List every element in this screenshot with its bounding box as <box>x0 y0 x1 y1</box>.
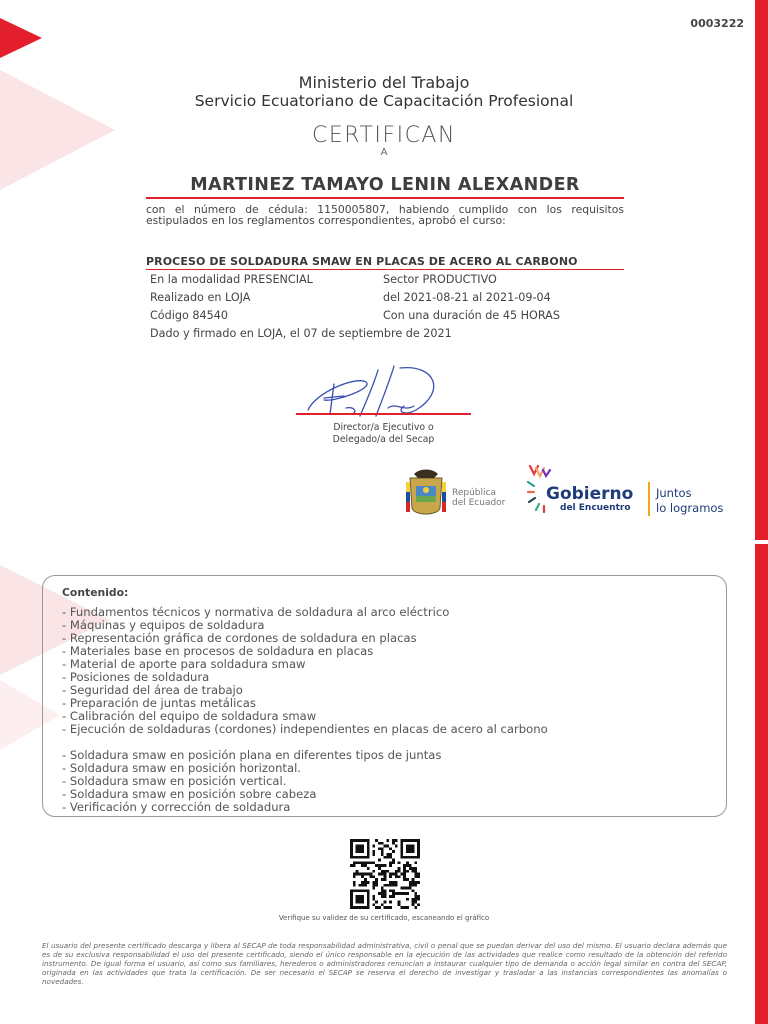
list-item: - Posiciones de soldadura <box>62 670 210 684</box>
list-item: - Preparación de juntas metálicas <box>62 696 256 710</box>
course-title: PROCESO DE SOLDADURA SMAW EN PLACAS DE ACERO AL CARBONO <box>146 255 578 268</box>
contenido-list-2 <box>62 749 441 814</box>
logo-divider <box>648 482 650 516</box>
signature-line <box>296 413 471 415</box>
list-item: - Seguridad del área de trabajo <box>62 683 243 697</box>
list-item: - Máquinas y equipos de soldadura <box>62 618 265 632</box>
duracion-text: Con una duración de 45 HORAS <box>383 309 560 322</box>
republica-line2: del Ecuador <box>452 497 506 508</box>
a-letter: A <box>380 147 388 158</box>
list-item: - Representación gráfica de cordones de soldadura en placas <box>62 631 417 645</box>
intro-text: con el número de cédula: 1150005807, habiendo cumplido con los requisitos estipulados en los reglamentos correspondientes, aprobó el curso: <box>146 203 624 227</box>
lugar-text: Realizado en LOJA <box>150 291 251 304</box>
list-item: - Material de aporte para soldadura smaw <box>62 657 306 671</box>
list-item: - Soldadura smaw en posición vertical. <box>62 774 287 788</box>
codigo-text: Código 84540 <box>150 309 228 322</box>
republica-line1: República <box>452 488 496 498</box>
contenido-heading: Contenido: <box>62 586 129 599</box>
dado-text: Dado y firmado en LOJA, el 07 de septiembre de 2021 <box>150 327 452 340</box>
list-item: - Fundamentos técnicos y normativa de soldadura al arco eléctrico <box>62 605 450 619</box>
list-item: - Soldadura smaw en posición plana en diferentes tipos de juntas <box>62 748 442 762</box>
republica-text <box>452 489 505 508</box>
signature-role-line1: Director/a Ejecutivo o <box>333 422 434 433</box>
course-underline <box>146 269 624 270</box>
fechas-text: del 2021-08-21 al 2021-09-04 <box>383 291 551 304</box>
ministry-title: Ministerio del Trabajo <box>298 73 470 92</box>
modalidad-text: En la modalidad PRESENCIAL <box>150 273 313 286</box>
certifican-heading: CERTIFICAN <box>312 123 456 148</box>
service-title: Servicio Ecuatoriano de Capacitación Profesional <box>194 92 574 110</box>
name-underline <box>146 197 624 199</box>
list-item: - Verificación y corrección de soldadura <box>62 800 291 814</box>
qr-code-icon[interactable] <box>350 839 420 909</box>
lo-logramos-text: lo logramos <box>656 501 724 515</box>
contenido-list-1 <box>62 606 548 736</box>
juntos-text: Juntos <box>656 486 692 500</box>
list-item: - Calibración del equipo de soldadura smaw <box>62 709 317 723</box>
logos-area <box>404 464 744 524</box>
list-item: - Ejecución de soldaduras (cordones) independientes en placas de acero al carbono <box>62 722 548 736</box>
sector-text: Sector PRODUCTIVO <box>383 273 497 286</box>
ecuador-coat-of-arms-icon <box>404 468 448 524</box>
serial-number: 0003222 <box>690 17 744 30</box>
list-item: - Materiales base en procesos de soldadura en placas <box>62 644 374 658</box>
del-encuentro-text: del Encuentro <box>560 503 631 513</box>
list-item: - Soldadura smaw en posición horizontal. <box>62 761 301 775</box>
signature-role-line2: Delegado/a del Secap <box>332 434 435 445</box>
list-item: - Soldadura smaw en posición sobre cabeza <box>62 787 317 801</box>
recipient-name: MARTINEZ TAMAYO LENIN ALEXANDER <box>190 175 580 195</box>
qr-caption: Verifique su validez de su certificado, escaneando el gráfico <box>278 914 490 922</box>
disclaimer-text: El usuario del presente certificado descarga y libera al SECAP de toda responsabilidad administrativa, civil o penal que se puedan derivar del uso del mismo. El usuario declara además que es de su exclusiva responsabilidad el uso del presente certificado, siendo el único responsable en la ejecución de las actividades que realice como resultado de la obtención del referido instrumento. De igual forma el usuario, así como sus familiares, herederos o administradores renuncian a instaurar cualquier tipo de demanda o acción legal similar en contra del SECAP, originada en las actividades que trata la certificación. De ser necesario el SECAP se reserva el derecho de investigar y trasladar a las instancias correspondientes las anomalías o novedades. <box>42 941 727 986</box>
gobierno-text: Gobierno <box>546 484 634 504</box>
